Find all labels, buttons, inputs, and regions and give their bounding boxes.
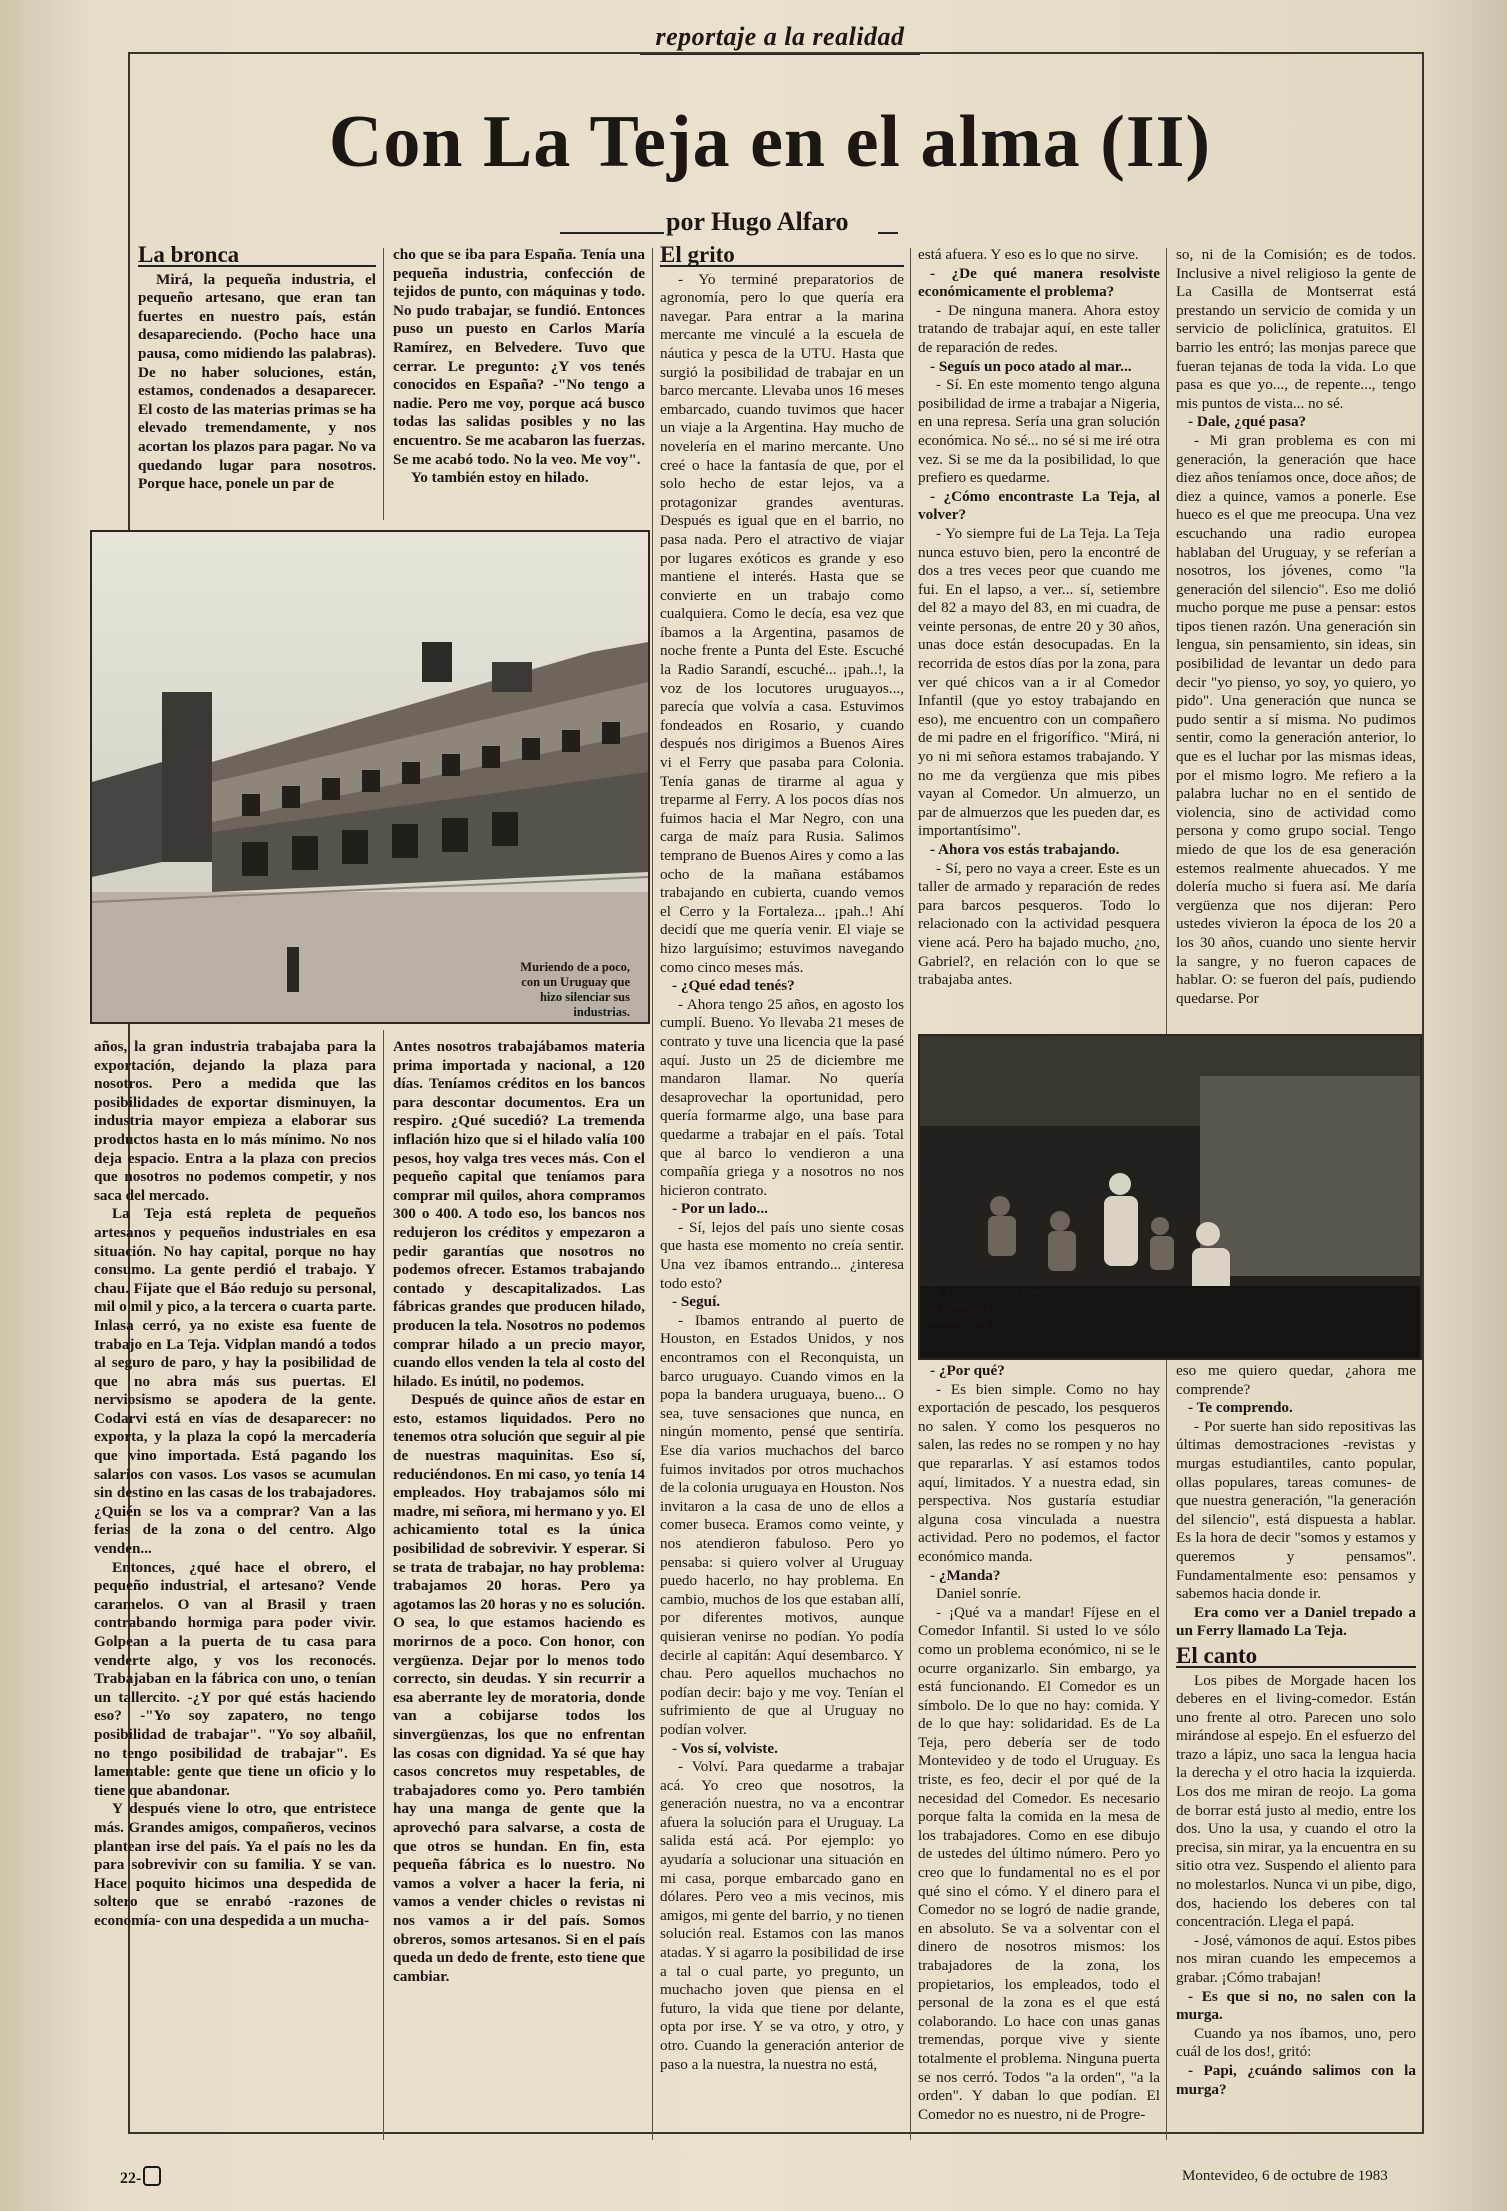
paragraph: Daniel sonríe.	[936, 1585, 1022, 1603]
paragraph: - Ibamos entrando al puerto de Houston, en Estados Unidos, y nos encontramos con el Reconquista, un barco uruguayo. Cuando vimos en la popa la bandera uruguaya, bueno... O sea, tuve sensaciones que nunca, en ningún momento, pensé que sentiría. Ese día varios muchachos del barco fuimos invitados por otros muchachos de la colonia uruguaya en Houston. Nos invitaron a la casa de uno de ellos a comer buseca. Eramos como veinte, y nos atendieron fabuloso. Pero yo pensaba: si quiero volver al Uruguay puedo hacerlo, no hay problema. En cambio, muchos de los que estaban allí, por diferentes motivos, aunque quisieran venirse no podían. Yo podía decirle al capitán: Aquí desembarco. Y chau. Pero aquellos muchachos no podían decir: bajo y me voy. Tenían el sufrimiento de que al Uruguay no podían volver.	[660, 1311, 904, 1738]
column-rule	[383, 1030, 384, 2140]
paragraph: - Sí, pero no vaya a creer. Este es un taller de armado y reparación de redes para barcos pesqueros. Todo lo relacionado con la actividad pesquera viene acá. Pero ha bajado mucho, ¿no, Gabriel?, en relación con lo que se trabajaba antes.	[918, 859, 1160, 989]
subhead-la-bronca: La bronca	[138, 246, 376, 267]
column-2-top	[393, 246, 645, 522]
paragraph: - Yo siempre fui de La Teja. La Teja nunca estuvo bien, pero la encontré de dos a tres veces peor que cuando me fui. En el lapso, a ver... sí, setiembre del 82 a mayo del 83, en mi cuadra, de veinte personas, de entre 20 y 30 años, unas doce están desocupadas. En la recorrida de estos días por la zona, para ver qué chicos van a ir al Comedor Infantil (que yo estoy trabajando en eso), me encuentro con un compañero de mi padre en el frigorífico. "Mirá, ni yo ni mi señora estamos trabajando. Y no me da vergüenza que mis pibes vayan al Comedor. Un almuerzo, un par de almuerzos que les pueden dar, es importantísimo".	[918, 524, 1160, 840]
factory-photo	[90, 530, 650, 1024]
page-number-text: 22-	[120, 2170, 142, 2187]
byline: por Hugo Alfaro	[666, 207, 849, 236]
paragraph: - De ninguna manera. Ahora estoy tratando de trabajar aquí, en este taller de reparación de redes.	[918, 301, 1160, 356]
question: - Vos sí, volviste.	[672, 1739, 778, 1757]
closing-line: Era como ver a Daniel trepado a un Ferry llamado La Teja.	[1176, 1603, 1416, 1640]
question: - Seguí.	[672, 1293, 721, 1311]
paragraph: - ¡Qué va a mandar! Fíjese en el Comedor Infantil. Si usted lo ve sólo como un problema económico, ni se le ocurre organizarlo. Sin embargo, ya está funcionando. El Comedor es un símbolo. De lo que no hay: comida. Y de lo que hay: solidaridad. Es de La Teja, pero debería ser de todo Montevideo y de todo el Uruguay. Es triste, es feo, decir el por qué de la necesidad del Comedor. Es necesario porque falta la comida en la mesa de los trabajadores. Como en ese dibujo de ustedes del último número. Pero yo creo que lo fundamental no es el por qué sino el cómo. Y el dinero para el Comedor no se logró de nadie grande, en absoluto. Se va a solventar con el dinero de nosotros mismos: los trabajadores de la zona, los propietarios, los empleados, todo el personal de la zona es el que está colaborando. Lo hace con unas ganas tremendas, porque vive y siente totalmente el problema. Ninguna puerta se nos cerró. Todos "a la orden", "a la orden". Y daban lo que podían. El Comedor no es nuestro, ni de Progre-	[918, 1603, 1160, 2123]
column-1-top	[138, 246, 376, 522]
paragraph: Entonces, ¿qué hace el obrero, el pequeño industrial, el artesano? Vende caramelos. O van al Brasil y traen contrabando hormiga para poder vivir. Golpean a la puerta de tu casa para venderte algo, y vos los reconocés. Trabajaban en la fábrica con uno, o tenían un tallercito. -¿Y por qué estás haciendo eso? -"Yo soy zapatero, no tengo posibilidad de trabajar". "Yo soy albañil, no tengo posibilidad de trabajar". Es lamentable: gente que tiene un oficio y lo tiene que abandonar.	[94, 1558, 376, 1799]
column-5-bottom	[1176, 1362, 1416, 2134]
question: - ¿Qué edad tenés?	[672, 977, 795, 995]
question: - Ahora vos estás trabajando.	[930, 841, 1120, 858]
question: - Es que si no, no salen con la murga.	[1176, 1987, 1416, 2024]
column-1-bottom	[94, 1038, 376, 2134]
paragraph: Los pibes de Morgade hacen los deberes en el living-comedor. Están uno frente al otro. Parecen uno solo mirándose al espejo. En el esfuerzo del trazo a lápiz, uno saca la lengua hacia la derecha y el otro hacia la izquierda. Los dos me miran de reojo. La goma de borrar está justo al medio, entre los dos. Uno la usa, y cuando el otro la precisa, sin mirar, ya la encuentra en su sitio otra vez. Suspendo el aliento para no molestarlos. Nunca vi un pibe, digo, dos, haciendo los deberes con tal concentración. Llega el papá.	[1176, 1671, 1416, 1931]
paragraph: está afuera. Y eso es lo que no sirve.	[918, 246, 1139, 263]
magazine-logo-icon	[143, 2166, 161, 2186]
paragraph: - Mi gran problema es con mi generación, la generación que hace diez años teníamos once, doce años; de diez a quince, vamos a ponerle. Ese hueco es el que me preocupa. Una vez escuchando una radio europea hablaban del Uruguay, y se referían a nosotros, los jóvenes, como "la generación del silencio". Eso me dolió mucho porque me puse a pensar: estos tipos tienen razón. Una generación sin lengua, sin pensamiento, sin ideas, sin posibilidad de levantar un dedo para decir "yo pienso, yo soy, yo quiero, yo pido". Una generación que nunca se pudo sentir a sí misma. No pudimos sentir, como la generación anterior, lo que es el luchar por las mismas ideas, por el mismo logro. Me refiero a la palabra luchar no en el sentido de violencia, sino de actividad como persona y como grupo social. Tengo miedo de que los de esa generación estemos realmente ahuecados. Y me dolería mucho si fuera así. Me daría vergüenza que nos dijeran: Pero ustedes vivieron la época de los 20 a los 30 años, cuando uno siente hervir la sangre, y no fueron capaces de hablar. O: se fueron del país, pudiendo quedarse. Por	[1176, 431, 1416, 1007]
paragraph: Después de quince años de estar en esto, estamos liquidados. Pero no tenemos otra solución que seguir al pie de nuestras maquinitas. Eso sí, reduciéndonos. En mi caso, yo tenía 14 empleados. Hoy trabajamos sólo mi madre, mi señora, mi hermano y yo. El achicamiento total es la única posibilidad de sobrevivir. Y esperar. Si se trata de trabajar, no hay problema: trabajamos 20 horas. Pero ya agotamos las 20 horas y no es solución. O sea, lo que estamos haciendo es morirnos de a poco. Con honor, con vergüenza. Dejar por lo menos todo correcto, sin deudas. Y sin recurrir a esa aberrante ley de moratoria, donde van a cobijarse todos los sinvergüenzas, los que no enfrentan las cosas con dignidad. Ya sé que hay casos concretos muy respetables, de trabajadores como yo. Pero también hay una manga de gente que la aprovechó para salvarse, a costa de que otros se hundan. En fin, esta pequeña fábrica es lo nuestro. No vamos a volver a hacer la feria, ni vamos a vender chicles o revistas ni nos vamos a ir del país. Somos obreros, somos artesanos. Si en el país queda un dedo de frente, esto tiene que cambiar.	[393, 1391, 645, 1985]
column-4-bottom	[918, 1362, 1160, 2134]
page-number	[120, 2166, 161, 2188]
question: - Seguís un poco atado al mar...	[930, 357, 1132, 375]
question: - Dale, ¿qué pasa?	[1188, 413, 1307, 431]
section-header: reportaje a la realidad	[640, 22, 920, 55]
question: - ¿Cómo encontraste La Teja, al volver?	[918, 487, 1160, 524]
column-rule	[652, 248, 653, 2140]
paragraph: - Es bien simple. Como no hay exportación de pescado, los pesqueros no salen. Y como los pesqueros no salen, las redes no se rompen y no hay que repararlas. Y así estamos todos aquí, limitados. Y a nuestra edad, sin perspectiva. Nos gustaría estudiar alguna cosa vinculada a nuestra actividad. Pero no podemos, el factor económico manda.	[918, 1380, 1160, 1565]
question: - ¿Por qué?	[930, 1362, 1005, 1379]
paragraph: Mirá, la pequeña industria, el pequeño artesano, que eran tan fuertes en nuestro país, están desapareciendo. (Pocho hace una pausa, como midiendo las palabras). De no haber soluciones, están, estamos, condenados a desaparecer. El costo de las materias primas se ha elevado tremendamente, y nos acortan los plazos para pagar. No va quedando lugar para nosotros. Porque hace, ponele un par de	[138, 270, 376, 493]
column-2-bottom	[393, 1038, 645, 2134]
paragraph: Antes nosotros trabajábamos materia prima importada y nacional, a 120 días. Teníamos créditos en los bancos para descontar documentos. Era un respiro. ¿Qué sucedió? La tremenda inflación hizo que si el hilado valía 100 pesos, hoy valga tres veces más. Con el pequeño capital que teníamos para comprar mil quilos, ahora compramos 300 o 400. A todo eso, los bancos nos redujeron los créditos y empezaron a pedir garantías que nosotros no podemos ofrecer. Estamos trabajando contado y descapitalizados. Las fábricas grandes que producen hilado, producen la tela. Nosotros no podemos comprar hilado a un precio mayor, cuando ellos venden la tela al costo del hilado. Es inútil, no podemos.	[393, 1038, 645, 1390]
paragraph: - José, vámonos de aquí. Estos pibes nos miran cuando les empecemos a grabar. ¡Cómo trabajan!	[1176, 1931, 1416, 1986]
question: - Por un lado...	[672, 1200, 768, 1218]
paragraph: Y después viene lo otro, que entristece más. Grandes amigos, compañeros, vecinos plantean irse del país. Ya el país no les da para sobrevivir con su familia. Y se van. Hace poquito hicimos una despedida de soltero que se enrabó -razones de economía- con una despedida a un mucha-	[94, 1800, 376, 1929]
photo-caption: Muriendo de a poco, con un Uruguay que hizo silenciar sus industrias.	[520, 960, 630, 1019]
issue-date: Montevideo, 6 de octubre de 1983	[1182, 2168, 1388, 2184]
paragraph: - Volví. Para quedarme a trabajar acá. Yo creo que nosotros, la generación nuestra, no va a encontrar afuera la solución para el Uruguay. La salida está acá. Por ejemplo: yo ayudaría a solucionar una situación en mi casa, porque embarcado gano en dólares. Pero veo a mis vecinos, mis amigos, mi gente del barrio, y no tienen solución real. Estamos con las manos atadas. Y si agarro la posibilidad de irse a tal o cual parte, yo pregunto, un muchacho joven que piensa en el futuro, la vida que tiene por delante, opta por irse. Y se va otro, y otro, y otro. Cuando la generación anterior de paso a la nuestra, la nuestra no está,	[660, 1758, 904, 2073]
paragraph: - Ahora tengo 25 años, en agosto los cumplí. Bueno. Yo llevaba 21 meses de contrato y tuve una licencia que la pasé aquí. Justo un 25 de diciembre me mandaron llamar. No quería desaprovechar la oportunidad, pero quería formarme algo, una base para quedarme a trabajar en el país. Total que al barco lo vendieron a una compañía griega y a nosotros no nos hicieron contrato.	[660, 995, 904, 1199]
paragraph: cho que se iba para España. Tenía una pequeña industria, confección de tejidos de punto, con máquinas y todo. No pudo trabajar, se fundió. Entonces puso un puesto en Carlos María Ramírez, en Belvedere. Tuvo que cerrar. Le pregunto: ¿Y vos tenés conocidos en España? -"No tengo a nadie. Pero me voy, porque acá busco todas las salidas posibles y no las encuentro. Se me acabaron las fuerzas. Se me acabó todo. No la veo. Me voy".	[393, 246, 645, 468]
column-rule	[383, 248, 384, 520]
byline-rule-right	[878, 232, 898, 234]
paragraph: - Sí, lejos del país uno siente cosas que hasta ese momento no creía sentir. Una vez íbamos entrando... ¿interesa todo esto?	[660, 1218, 904, 1292]
paragraph: - Por suerte han sido repositivas las últimas demostraciones -revistas y murgas estudiantiles, canto popular, ollas populares, tareas comunes- de que nuestra generación, "la generación del silencio", está dispuesta a hablar. Es la hora de decir "somos y estamos y queremos y pensamos". Fundamentalmente eso: pensamos y sabemos hacia donde ir.	[1176, 1417, 1416, 1603]
question: - ¿De qué manera resolviste económicamente el problema?	[918, 264, 1160, 301]
paragraph: - Yo terminé preparatorios de agronomía, pero lo que quería era navegar. Para entrar a la marina mercante me vinculé a la escuela de náutica y pesca de la UTU. Hasta que surgió la posibilidad de trabajar en un barco mercante. Llevaba unos 16 meses embarcado, cuando tuvimos que hacer un viaje a la Argentina. Hay mucho de novelería en el marino mercante. Uno creé o hace la fantasía de que, por el solo hecho de estar lejos, va a protagonizar grandes aventuras. Después es igual que en el barrio, no pasa nada. Pero el atractivo de viajar por lugares exóticos es grande y eso mantiene el interés. Hasta que se convierte en un trabajo como cualquiera. Como le decía, esa vez que íbamos a la Argentina, pasamos de noche frente a Punta del Este. Escuché la Radio Sarandí, escuché... ¡pah..!, la voz de los locutores uruguayos..., parecía que volvía a casa. Estuvimos fondeados en Rosario, y cuando después nos dirigimos a Buenos Aires vi el Ferry que pasaba para Colonia. Tenía ganas de tirarme al agua y treparme al Ferry. A los pocos días nos fuimos hacia el Mar Negro, con una carga de maíz para Rusia. Salimos temprano de Buenos Aires y como a las ocho de la mañana estábamos trabajando en cubierta, cuando vemos el Cerro y la Fortaleza... ¡pah..! Ahí decidí que me quería venir. El viaje se hizo larguísimo; estuvimos navegando como cinco meses más.	[660, 270, 904, 976]
paragraph: años, la gran industria trabajaba para la exportación, dejando la plaza para nosotros. Pero a medida que las posibilidades de exportar disminuyen, la industria mayor empieza a elaborar sus productos hasta en lo más mínimo. No nos deja espacio. Entra a la plaza con precios que nosotros no podemos competir, y nos saca del mercado.	[94, 1038, 376, 1204]
paragraph: Yo también estoy en hilado.	[411, 469, 589, 487]
photo-caption: Un gesto comunitario de auténtica solidaridad.	[926, 1284, 1041, 1328]
subhead-el-grito: El grito	[660, 246, 904, 267]
article-title: Con La Teja en el alma (II)	[328, 101, 1212, 183]
column-el-grito	[660, 246, 904, 2134]
factory-photo-image	[92, 532, 648, 1022]
paragraph: eso me quiero quedar, ¿ahora me comprende?	[1176, 1362, 1416, 1398]
paragraph: Cuando ya nos íbamos, uno, pero cuál de los dos!, gritó:	[1176, 2024, 1416, 2061]
subhead-el-canto: El canto	[1176, 1647, 1416, 1668]
byline-rule-left	[560, 232, 664, 234]
question: - ¿Manda?	[930, 1566, 1001, 1584]
question: - Te comprendo.	[1188, 1399, 1293, 1417]
paragraph: La Teja está repleta de pequeños artesanos y pequeños industriales en esa situación. No hay capital, porque no hay consumo. La gente perdió el trabajo. Y chau. Fijate que el Báo redujo su personal, mil o mil y pico, a la tercera o cuarta parte. Inlasa cerró, ya no existe esa fuente de trabajo en La Teja. Vidplan mandó a todos al seguro de paro, y hay la posibilidad de que no abra más sus puertas. El nerviosismo se apodera de la gente. Codarvi está en vías de desaparecer: no exporta, y la plaza la copó la mercadería que vino importada. Está pagando los salarios con vasos. Los vasos se acumulan sin destino en las casas de los trabajadores. ¿Quién se los va a comprar? Van a las ferias de la zona o del centro. Algo venden...	[94, 1205, 376, 1558]
question: - Papi, ¿cuándo salimos con la murga?	[1176, 2061, 1416, 2098]
paragraph: so, ni de la Comisión; es de todos. Inclusive a nivel religioso la gente de La Casilla de Montserrat está prestando un servicio de comida y un servicio de policlínica, gratuitos. El barrio les entró; las monjas parece que fueran tejanas de toda la vida. Lo que pasa es que yo..., de repente..., tengo mis puntos de vista... no sé.	[1176, 246, 1416, 412]
column-rule	[910, 248, 911, 2140]
column-4-top	[918, 246, 1160, 1030]
column-5-top	[1176, 246, 1416, 1030]
paragraph: - Sí. En este momento tengo alguna posibilidad de irme a trabajar a Nigeria, en una represa. Sería una gran solución económica. No sé... no sé si me iré otra vez. Si se me da la posibilidad, lo que prefiero es quedarme.	[918, 376, 1160, 487]
